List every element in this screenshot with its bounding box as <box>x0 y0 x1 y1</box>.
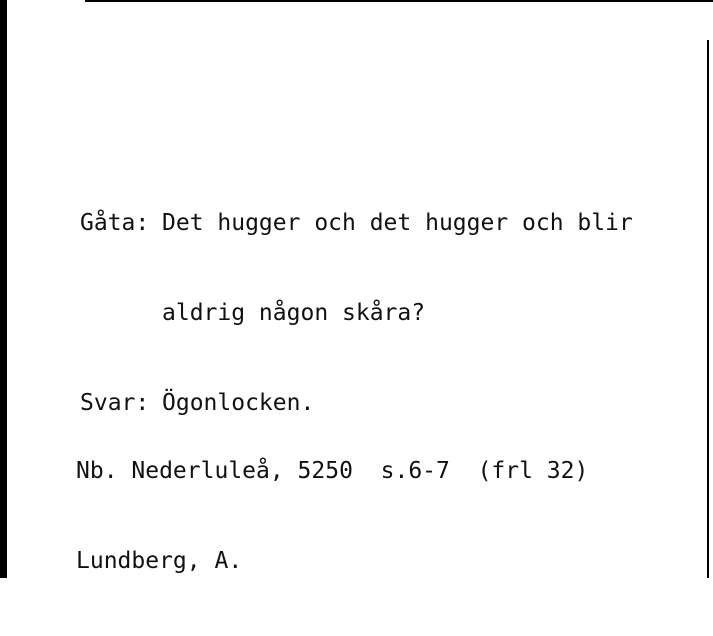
archive-reference: Nb. Nederluleå, 5250 s.6-7 (frl 32) <box>76 458 589 484</box>
question-line-1 <box>80 208 633 238</box>
collector-name: Lundberg, A. <box>76 548 243 574</box>
question-line-2 <box>80 298 633 328</box>
card-right-edge <box>707 40 709 578</box>
source-block <box>76 396 588 636</box>
question-text-2: aldrig någon skåra? <box>162 300 426 326</box>
answer-label: Svar: <box>80 390 150 416</box>
card-top-edge <box>85 0 713 2</box>
question-text-1: Det hugger och det hugger och blir <box>162 210 633 236</box>
card-left-edge <box>0 0 7 578</box>
answer-text: Ögonlocken. <box>162 390 315 416</box>
question-label: Gåta: <box>80 210 150 236</box>
